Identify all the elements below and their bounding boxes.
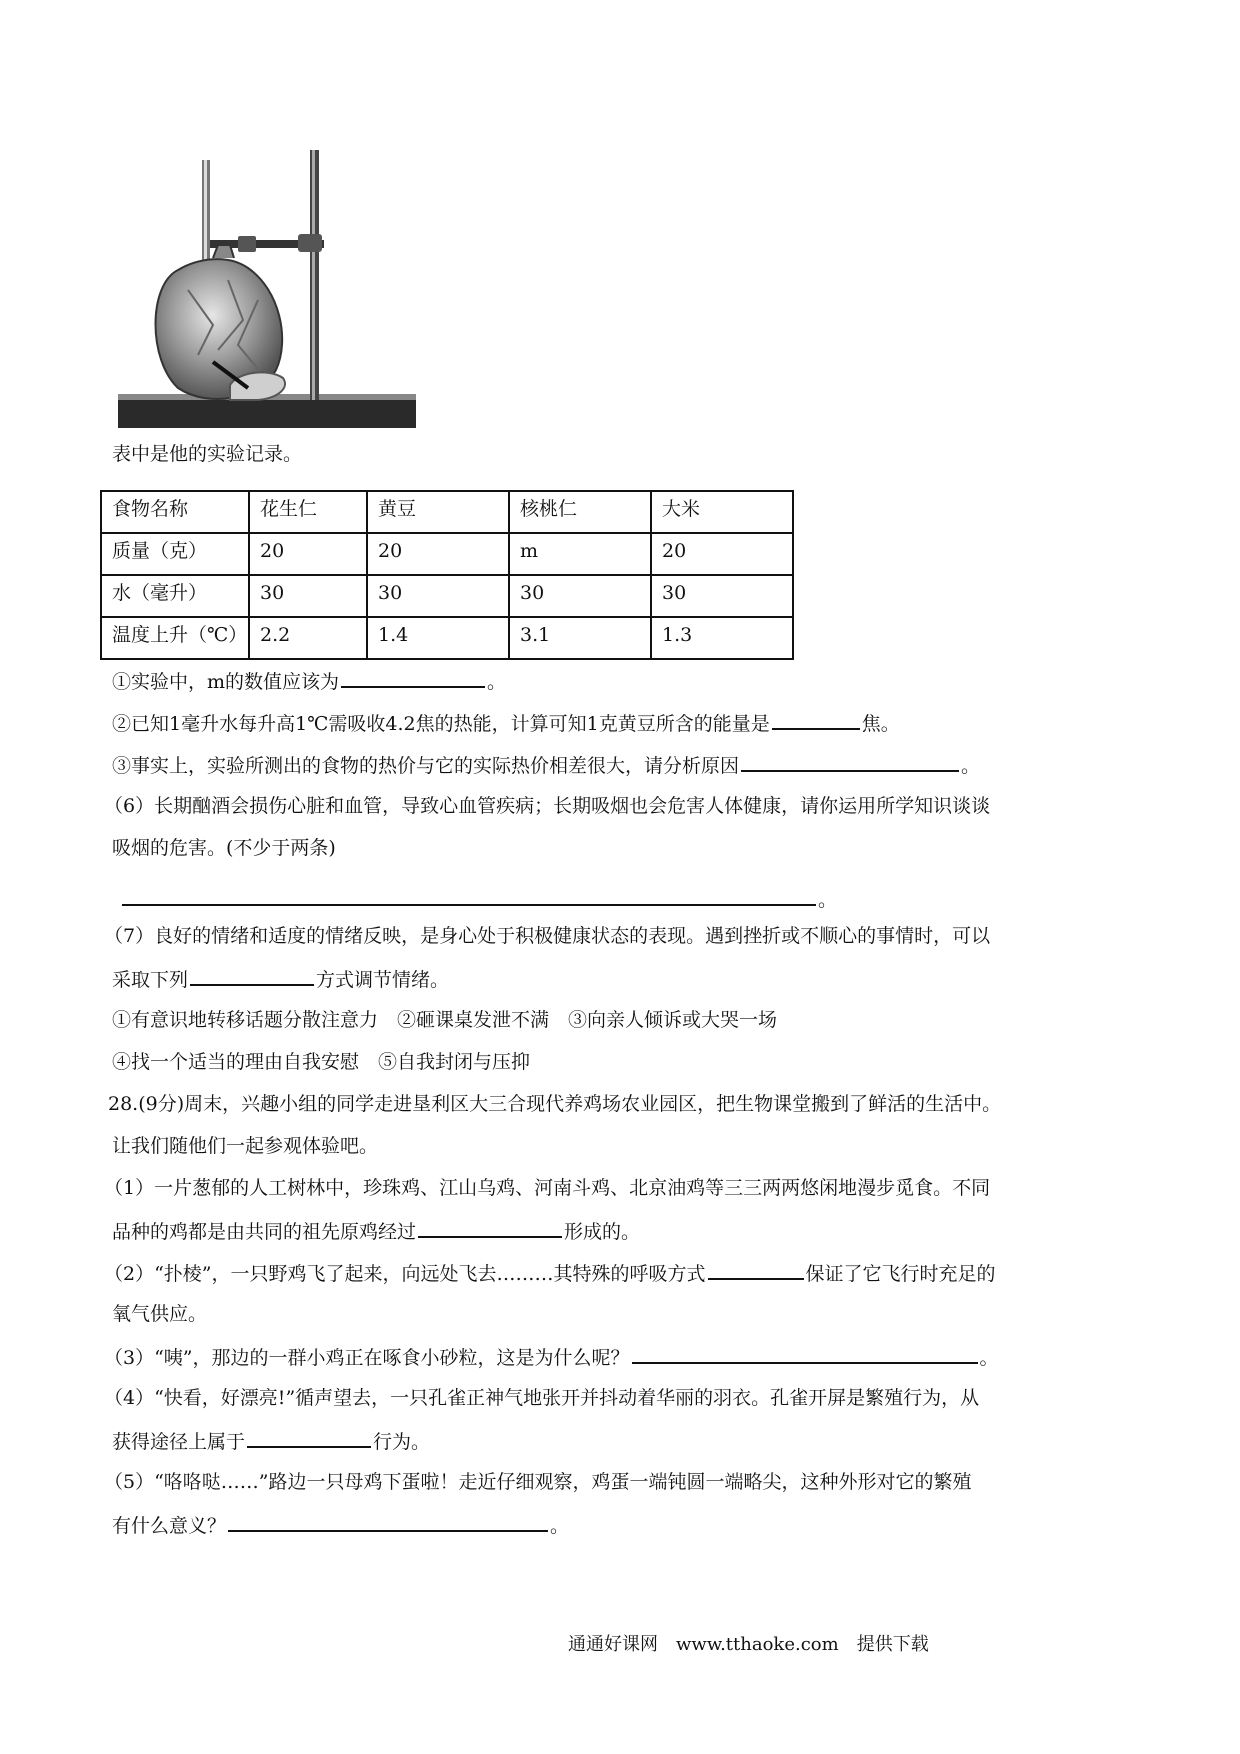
question-28-1-line-1: （1）一片葱郁的人工树林中，珍珠鸡、江山乌鸡、河南斗鸡、北京油鸡等三三两两悠闲地漫步觅食。不同 bbox=[104, 1177, 991, 1199]
question-28-1-line-2 bbox=[112, 1216, 640, 1246]
question-text: （2）“扑棱”，一只野鸡飞了起来，向远处飞去………其特殊的呼吸方式 bbox=[104, 1263, 706, 1285]
page-footer: 通通好课网 www.tthaoke.com 提供下载 bbox=[568, 1634, 929, 1655]
question-text: 。 bbox=[550, 1515, 570, 1537]
question-28-4-line-1: （4）“快看，好漂亮!”循声望去，一只孔雀正神气地张开并抖动着华丽的羽衣。孔雀开屏是繁殖行为，从 bbox=[104, 1387, 980, 1409]
question-28-4-line-2 bbox=[112, 1426, 430, 1456]
table-row bbox=[101, 617, 793, 659]
question-text: 形成的。 bbox=[564, 1221, 641, 1243]
question-28-line-1: 28.(9分)周末，兴趣小组的同学走进垦利区大三合现代养鸡场农业园区，把生物课堂搬到了鲜活的生活中。 bbox=[108, 1093, 1002, 1115]
question-28-3 bbox=[104, 1342, 999, 1372]
question-6-line-1: （6）长期酗酒会损伤心脏和血管，导致心血管疾病；长期吸烟也会危害人体健康，请你运用所学知识谈谈 bbox=[104, 795, 991, 817]
table-cell: 30 bbox=[509, 575, 651, 617]
question-28-5-line-2 bbox=[112, 1510, 569, 1540]
question-text: 品种的鸡都是由共同的祖先原鸡经过 bbox=[112, 1221, 417, 1243]
table-cell: 1.4 bbox=[367, 617, 509, 659]
table-row bbox=[101, 533, 793, 575]
table-cell: 质量（克） bbox=[101, 533, 249, 575]
table-header-cell: 核桃仁 bbox=[509, 491, 651, 533]
question-6-answer bbox=[120, 884, 837, 914]
table-cell: m bbox=[509, 533, 651, 575]
question-text: ①实验中，m的数值应该为 bbox=[112, 671, 340, 693]
question-28-2-line-2: 氧气供应。 bbox=[112, 1303, 208, 1325]
question-28-line-2: 让我们随他们一起参观体验吧。 bbox=[112, 1135, 379, 1157]
table-cell: 20 bbox=[651, 533, 793, 575]
question-text: 行为。 bbox=[373, 1431, 431, 1453]
table-header-cell: 花生仁 bbox=[249, 491, 367, 533]
table-header-cell: 黄豆 bbox=[367, 491, 509, 533]
answer-blank[interactable] bbox=[122, 884, 816, 906]
question-text: 获得途径上属于 bbox=[112, 1431, 246, 1453]
table-intro: 表中是他的实验记录。 bbox=[112, 443, 303, 465]
table-cell: 30 bbox=[651, 575, 793, 617]
question-text: ③事实上，实验所测出的食物的热价与它的实际热价相差很大，请分析原因 bbox=[112, 755, 740, 777]
answer-blank[interactable] bbox=[418, 1216, 562, 1238]
table-row bbox=[101, 491, 793, 533]
question-text: 。 bbox=[961, 755, 981, 777]
table-cell: 2.2 bbox=[249, 617, 367, 659]
question-text: ②已知1毫升水每升高1℃需吸收4.2焦的热能，计算可知1克黄豆所含的能量是 bbox=[112, 713, 770, 735]
question-6-line-2: 吸烟的危害。(不少于两条) bbox=[112, 837, 336, 859]
table-cell: 水（毫升） bbox=[101, 575, 249, 617]
answer-blank[interactable] bbox=[741, 750, 959, 772]
answer-blank[interactable] bbox=[772, 708, 860, 730]
question-7-options-2: ④找一个适当的理由自我安慰 ⑤自我封闭与压抑 bbox=[112, 1051, 531, 1073]
answer-blank[interactable] bbox=[228, 1510, 548, 1532]
question-text: 方式调节情绪。 bbox=[316, 969, 450, 991]
table-cell: 1.3 bbox=[651, 617, 793, 659]
question-7-options-1: ①有意识地转移话题分散注意力 ②砸课桌发泄不满 ③向亲人倾诉或大哭一场 bbox=[112, 1009, 778, 1031]
question-28-5-line-1: （5）“咯咯哒……”路边一只母鸡下蛋啦！走近仔细观察，鸡蛋一端钝圆一端略尖，这种外形对它的繁殖 bbox=[104, 1471, 972, 1493]
table-cell: 30 bbox=[249, 575, 367, 617]
table-header-cell: 食物名称 bbox=[101, 491, 249, 533]
answer-blank[interactable] bbox=[341, 666, 485, 688]
question-3 bbox=[112, 750, 980, 780]
question-text: 。 bbox=[487, 671, 507, 693]
answer-blank[interactable] bbox=[708, 1258, 804, 1280]
table-cell: 20 bbox=[249, 533, 367, 575]
table-cell: 3.1 bbox=[509, 617, 651, 659]
table-cell: 30 bbox=[367, 575, 509, 617]
question-28-2-line-1 bbox=[104, 1258, 996, 1288]
question-7-line-2 bbox=[112, 964, 449, 994]
question-2 bbox=[112, 708, 900, 738]
table-cell: 20 bbox=[367, 533, 509, 575]
question-text: 。 bbox=[979, 1347, 999, 1369]
question-text: 保证了它飞行时充足的 bbox=[805, 1263, 996, 1285]
answer-blank[interactable] bbox=[247, 1426, 371, 1448]
question-text: 采取下列 bbox=[112, 969, 189, 991]
question-text: （3）“咦”，那边的一群小鸡正在啄食小砂粒，这是为什么呢？ bbox=[104, 1347, 630, 1369]
answer-blank[interactable] bbox=[632, 1342, 978, 1364]
question-text: 焦。 bbox=[861, 713, 900, 735]
question-7-line-1: （7）良好的情绪和适度的情绪反映，是身心处于积极健康状态的表现。遇到挫折或不顺心的事情时，可以 bbox=[104, 925, 991, 947]
table-header-cell: 大米 bbox=[651, 491, 793, 533]
question-text: 。 bbox=[818, 889, 838, 911]
experiment-record-table bbox=[100, 490, 794, 660]
table-cell: 温度上升（℃） bbox=[101, 617, 249, 659]
experiment-apparatus-image bbox=[118, 150, 416, 428]
question-text: 有什么意义？ bbox=[112, 1515, 227, 1537]
question-1 bbox=[112, 666, 506, 696]
answer-blank[interactable] bbox=[190, 964, 314, 986]
table-row bbox=[101, 575, 793, 617]
